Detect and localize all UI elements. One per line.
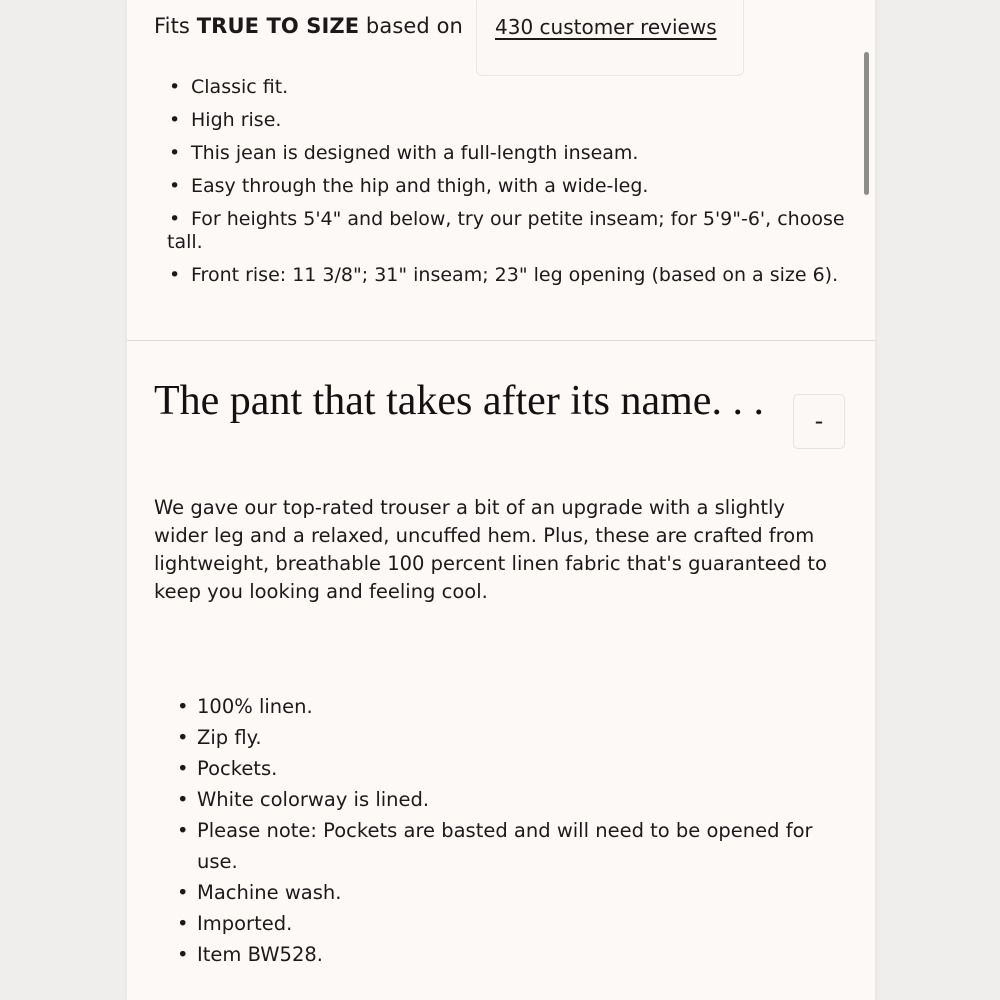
feature-text: Please note: Pockets are basted and will need to be opened for use. [197,819,813,873]
fit-prefix: Fits [154,14,197,38]
product-features-list [177,691,817,970]
scrollbar-thumb[interactable] [864,52,869,195]
list-item [167,109,847,132]
bullet-icon: • [169,76,181,98]
fit-summary [154,14,463,38]
bullet-icon: • [177,881,189,904]
list-item [177,877,817,908]
fit-details-list [167,76,847,297]
bullet-icon: • [177,695,189,718]
list-item [167,175,847,198]
fit-detail-text: Easy through the hip and thigh, with a wide-leg. [191,175,649,197]
customer-reviews-link[interactable]: 430 customer reviews [495,15,717,39]
bullet-icon: • [177,912,189,935]
list-item [167,142,847,165]
bullet-icon: • [169,264,181,286]
list-item [177,722,817,753]
fit-suffix: based on [359,14,463,38]
feature-text: Machine wash. [197,881,342,904]
feature-text: Item BW528. [197,943,323,966]
fit-detail-text: Classic fit. [191,76,289,98]
list-item [177,753,817,784]
product-description: We gave our top-rated trouser a bit of an upgrade with a slightly wider leg and a relaxed, uncuffed hem. Plus, these are crafted from lightweight, breathable 100 percent linen fabric that's guaranteed to keep you looking and feeling cool. [154,496,827,603]
reviews-popover [476,0,744,76]
list-item [177,908,817,939]
bullet-icon: • [177,788,189,811]
bullet-icon: • [169,142,181,164]
fit-detail-text: This jean is designed with a full-length inseam. [191,142,639,164]
feature-text: Pockets. [197,757,278,780]
bullet-icon: • [177,943,189,966]
feature-text: Imported. [197,912,293,935]
fit-detail-text: High rise. [191,109,282,131]
product-details-panel [127,0,875,1000]
section-divider [127,340,875,341]
section-heading: The pant that takes after its name. . . [154,378,764,424]
collapse-toggle-button[interactable]: - [793,394,845,449]
list-item [167,76,847,99]
feature-text: White colorway is lined. [197,788,430,811]
feature-text: Zip fly. [197,726,262,749]
bullet-icon: • [177,757,189,780]
bullet-icon: • [177,726,189,749]
list-item [167,264,847,287]
fit-emphasis: TRUE TO SIZE [196,14,360,38]
list-item [177,691,817,722]
list-item [177,815,817,877]
list-item [177,939,817,970]
bullet-icon: • [169,175,181,197]
bullet-icon: • [177,819,189,842]
list-item [167,208,847,254]
bullet-icon: • [169,208,181,230]
fit-detail-text: For heights 5'4" and below, try our petite inseam; for 5'9"-6', choose tall. [167,208,845,253]
feature-text: 100% linen. [197,695,313,718]
fit-detail-text: Front rise: 11 3/8"; 31" inseam; 23" leg opening (based on a size 6). [191,264,839,286]
bullet-icon: • [169,109,181,131]
list-item [177,784,817,815]
